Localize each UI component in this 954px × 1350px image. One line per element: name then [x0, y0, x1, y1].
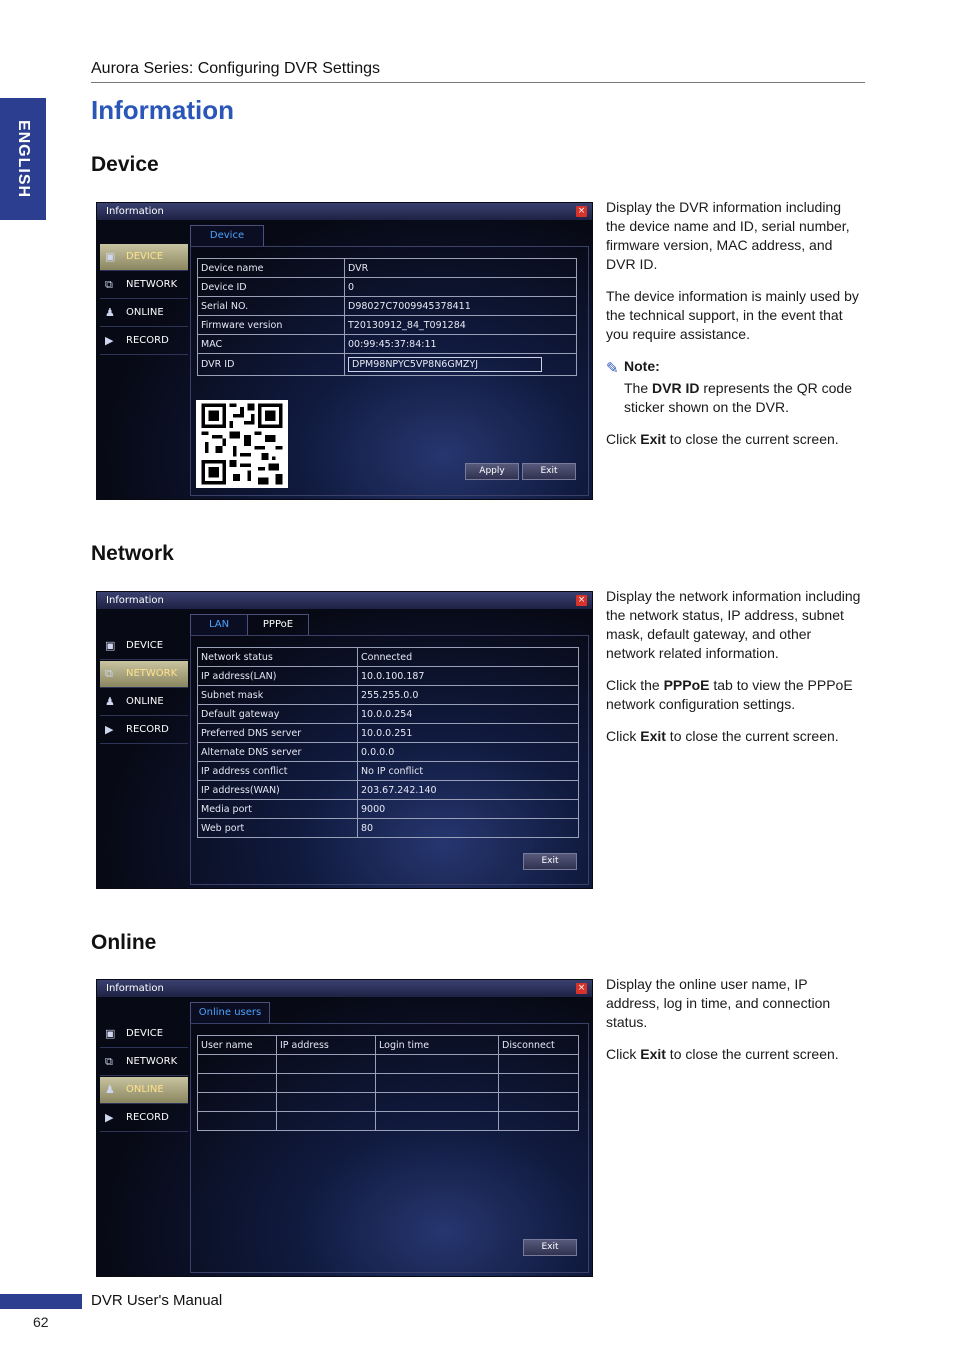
table-cell: [376, 1055, 499, 1074]
network-icon: ⧉: [105, 278, 113, 291]
table-cell: [198, 1093, 277, 1112]
table-row: [198, 1093, 579, 1112]
nav-item-record[interactable]: [100, 717, 188, 744]
page-title: Information: [91, 95, 234, 125]
column-header: User name: [198, 1036, 277, 1055]
table-cell: [277, 1093, 376, 1112]
text-span: to close the current screen.: [665, 431, 839, 447]
nav-list: [100, 633, 188, 745]
table-row: [198, 297, 577, 316]
device-icon: ▣: [105, 639, 116, 652]
field-value: 255.255.0.0: [358, 686, 579, 705]
nav-item-record[interactable]: [100, 1105, 188, 1132]
network-pppoe-instruction: [606, 676, 861, 714]
nav-item-label: NETWORK: [126, 1056, 178, 1067]
table-cell: [499, 1112, 579, 1131]
field-label: Media port: [198, 800, 358, 819]
field-value: Connected: [358, 648, 579, 667]
nav-list: [100, 1021, 188, 1133]
device-icon: ▣: [105, 250, 116, 263]
text-span-bold: Exit: [640, 1046, 666, 1062]
field-value: 00:99:45:37:84:11: [345, 335, 577, 354]
text-span: to close the current screen.: [665, 1046, 839, 1062]
field-value: 10.0.100.187: [358, 667, 579, 686]
network-icon: ⧉: [105, 1055, 113, 1068]
field-value: 10.0.0.254: [358, 705, 579, 724]
nav-item-label: RECORD: [126, 724, 169, 735]
field-value: D98027C7009945378411: [345, 297, 577, 316]
field-value: 0.0.0.0: [358, 743, 579, 762]
field-value: 9000: [358, 800, 579, 819]
field-label: Firmware version: [198, 316, 345, 335]
device-desc-2: The device information is mainly used by the technical support, in the event that you require assistance.: [606, 288, 859, 342]
apply-button[interactable]: Apply: [465, 463, 519, 480]
section-title-device: Device: [91, 153, 159, 176]
column-header: Login time: [376, 1036, 499, 1055]
network-exit-instruction: [606, 727, 861, 746]
nav-item-device[interactable]: [100, 244, 188, 271]
table-row: [198, 762, 579, 781]
table-cell: [376, 1074, 499, 1093]
close-icon[interactable]: ×: [577, 595, 586, 605]
tab-pppoe[interactable]: PPPoE: [247, 614, 309, 635]
field-label: Device ID: [198, 278, 345, 297]
record-icon: ▶: [105, 723, 114, 736]
device-info-table: [197, 258, 577, 376]
online-description: [606, 975, 861, 1077]
language-tab-label: ENGLISH: [15, 119, 32, 199]
footer-bar: [0, 1294, 82, 1309]
text-span: The: [624, 380, 653, 396]
text-span: Click: [606, 728, 641, 744]
table-cell: [277, 1055, 376, 1074]
exit-button[interactable]: Exit: [523, 853, 577, 870]
note-icon: ✎: [606, 360, 619, 377]
nav-item-label: DEVICE: [126, 1028, 164, 1039]
nav-item-network[interactable]: [100, 661, 188, 688]
section-title-online: Online: [91, 931, 157, 954]
device-desc-1: Display the DVR information including the device name and ID, serial number, firmware version, MAC address, and DVR ID.: [606, 199, 850, 272]
close-icon[interactable]: ×: [577, 983, 586, 993]
column-header: IP address: [277, 1036, 376, 1055]
table-row: [198, 1112, 579, 1131]
text-span: Click: [606, 1046, 641, 1062]
nav-item-device[interactable]: [100, 633, 188, 660]
nav-item-record[interactable]: [100, 328, 188, 355]
exit-button[interactable]: Exit: [523, 1239, 577, 1256]
table-cell: [499, 1093, 579, 1112]
record-icon: ▶: [105, 1111, 114, 1124]
tab-online-users[interactable]: Online users: [190, 1002, 270, 1024]
text-span-bold: Exit: [640, 728, 666, 744]
note-label: Note:: [624, 358, 660, 374]
window-title: Information: [106, 595, 164, 606]
field-value: No IP conflict: [358, 762, 579, 781]
device-screenshot: [96, 202, 593, 500]
online-desc-1: Display the online user name, IP address, log in time, and connection status.: [606, 976, 831, 1030]
text-span-bold: Exit: [640, 431, 666, 447]
field-label: IP address(WAN): [198, 781, 358, 800]
note-text: [606, 379, 861, 417]
table-row: [198, 686, 579, 705]
header-rule: [91, 82, 865, 83]
nav-item-label: DEVICE: [126, 640, 164, 651]
nav-item-label: ONLINE: [126, 307, 164, 318]
nav-item-network[interactable]: [100, 1049, 188, 1076]
nav-item-online[interactable]: [100, 1077, 188, 1104]
field-value: 203.67.242.140: [358, 781, 579, 800]
table-row: [198, 1074, 579, 1093]
text-span: represents the QR code sticker shown on the DVR.: [624, 380, 852, 415]
table-row: [198, 354, 577, 376]
table-row: [198, 743, 579, 762]
field-label: Network status: [198, 648, 358, 667]
field-label: Device name: [198, 259, 345, 278]
network-info-table: [197, 647, 579, 838]
table-row: [198, 259, 577, 278]
window-title: Information: [106, 983, 164, 994]
tab-device[interactable]: Device: [190, 225, 264, 247]
device-exit-instruction: [606, 430, 861, 449]
record-icon: ▶: [105, 334, 114, 347]
text-span: Click the: [606, 677, 664, 693]
field-value: 0: [345, 278, 577, 297]
table-cell: [376, 1093, 499, 1112]
network-description: [606, 587, 861, 759]
text-span-bold: DVR ID: [652, 380, 700, 396]
table-row: [198, 705, 579, 724]
field-label: IP address conflict: [198, 762, 358, 781]
table-row: [198, 819, 579, 838]
field-value: DVR: [345, 259, 577, 278]
nav-item-label: NETWORK: [126, 279, 178, 290]
footer-title: DVR User's Manual: [91, 1292, 223, 1309]
field-label: MAC: [198, 335, 345, 354]
table-row: [198, 648, 579, 667]
table-row: [198, 667, 579, 686]
nav-list: [100, 244, 188, 356]
table-cell: [198, 1055, 277, 1074]
window-titlebar: [97, 592, 592, 609]
field-label: Subnet mask: [198, 686, 358, 705]
table-row: [198, 724, 579, 743]
section-title-network: Network: [91, 542, 174, 565]
close-icon[interactable]: ×: [577, 206, 586, 216]
field-label: Serial NO.: [198, 297, 345, 316]
online-screenshot: [96, 979, 593, 1277]
table-cell: [277, 1112, 376, 1131]
field-label: Preferred DNS server: [198, 724, 358, 743]
table-row: [198, 800, 579, 819]
text-span: Click: [606, 431, 641, 447]
nav-item-label: ONLINE: [126, 696, 164, 707]
nav-item-label: NETWORK: [126, 668, 178, 679]
text-span-bold: PPPoE: [663, 677, 710, 693]
running-header: Aurora Series: Configuring DVR Settings: [91, 60, 381, 77]
users-icon: ♟: [105, 306, 115, 319]
field-label: DVR ID: [198, 354, 345, 376]
window-title: Information: [106, 206, 164, 217]
field-label: Default gateway: [198, 705, 358, 724]
field-label: IP address(LAN): [198, 667, 358, 686]
table-row: [198, 278, 577, 297]
nav-item-network[interactable]: [100, 272, 188, 299]
table-cell: [198, 1112, 277, 1131]
table-cell: [499, 1074, 579, 1093]
note-heading: [606, 357, 861, 377]
nav-item-online[interactable]: [100, 689, 188, 716]
text-span: to close the current screen.: [665, 728, 839, 744]
text-span: tab to view the PPPoE network configuration settings.: [606, 677, 853, 712]
table-cell: [376, 1112, 499, 1131]
nav-item-device[interactable]: [100, 1021, 188, 1048]
nav-item-label: DEVICE: [126, 251, 164, 262]
table-row: [198, 1055, 579, 1074]
nav-item-label: ONLINE: [126, 1084, 164, 1095]
online-exit-instruction: [606, 1045, 861, 1064]
window-titlebar: [97, 203, 592, 220]
column-header: Disconnect: [499, 1036, 579, 1055]
field-value: 10.0.0.251: [358, 724, 579, 743]
table-cell: [198, 1074, 277, 1093]
nav-item-label: RECORD: [126, 335, 169, 346]
nav-item-online[interactable]: [100, 300, 188, 327]
field-label: Web port: [198, 819, 358, 838]
table-header-row: [198, 1036, 579, 1055]
dvr-id-field[interactable]: DPM98NPYC5VP8N6GMZYJ: [348, 357, 542, 372]
field-value-box-cell: [345, 354, 577, 376]
online-users-table: [197, 1035, 579, 1131]
table-row: [198, 316, 577, 335]
users-icon: ♟: [105, 695, 115, 708]
table-row: [198, 335, 577, 354]
exit-button[interactable]: Exit: [522, 463, 576, 480]
device-description: [606, 198, 861, 462]
table-cell: [277, 1074, 376, 1093]
tab-lan[interactable]: LAN: [190, 614, 248, 636]
network-screenshot: [96, 591, 593, 889]
language-tab: [0, 98, 46, 220]
page-number: 62: [33, 1314, 49, 1330]
table-cell: [499, 1055, 579, 1074]
device-icon: ▣: [105, 1027, 116, 1040]
field-label: Alternate DNS server: [198, 743, 358, 762]
users-icon: ♟: [105, 1083, 115, 1096]
nav-item-label: RECORD: [126, 1112, 169, 1123]
qr-code-image: [196, 400, 288, 488]
field-value: 80: [358, 819, 579, 838]
window-titlebar: [97, 980, 592, 997]
table-row: [198, 781, 579, 800]
network-icon: ⧉: [105, 667, 113, 680]
field-value: T20130912_84_T091284: [345, 316, 577, 335]
network-desc-1: Display the network information including the network status, IP address, subnet mask, default gateway, and other network related information.: [606, 588, 861, 661]
